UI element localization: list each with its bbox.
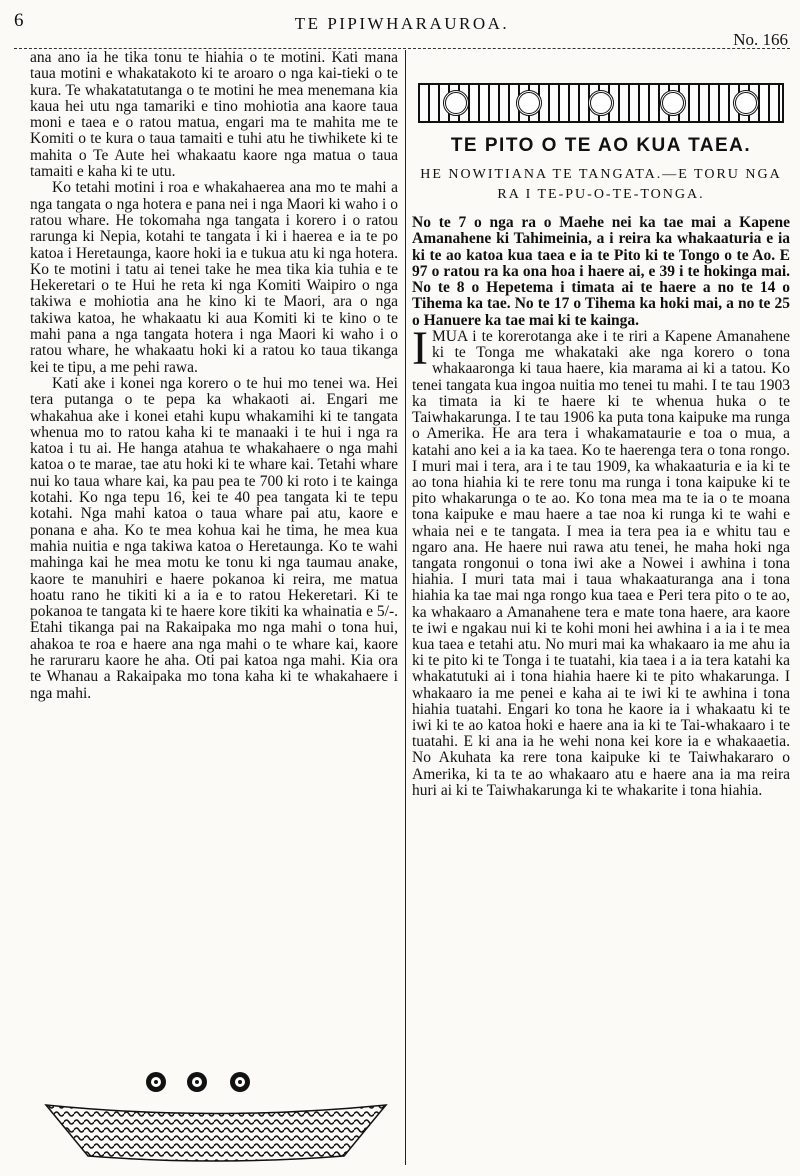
- article-body: [412, 322, 790, 799]
- article-body-text: MUA i te korerotanga ake i te riri a Kapene Amanahene ki te Tonga me whakataki ake nga korero o tona whakaaronga ki taua haere, kia marama ai ki a tatou. Ko tenei tangata kua ingoa nuitia mo tenei tu mahi. I te tau 1903 ka timata ia ki te haere ki te whenua huka o te Taiwhakarunga. I te tau 1906 ka puta tona kaipuke ma runga o Amerika. He ara tera i whakamataurie e toa o mua, a katahi ano kei a ia ka taea. Ko te haerenga tera o tona rongo. I muri mai i tera, ara i te tau 1909, ka whakaaturia e ia ki te ao tona hiahia ki te rere tonu ma runga i tona kaipuke ki te pito whakarunga o te ao. Ko tona mea ma te ia o te moana tona kaipuke e mau haere a tae noa ki runga ki te wahi e whaia nei e te tangata. I mea ia tera pea ia e whitu tau e ngaro ana. He haere nui rawa atu tenei, he maha hoki nga tangata rongonui o tona iwi ake a Nowei i awhina i tona hiahia. I muri tata mai i taua whakaaturanga ana i tona hiahia ka tae mai nga rongo kua taea e Peri tera pito o te ao, ka whakaaro a Amanahene tera e mate tona haere, ara kaore te iwi e ngakau nui ki te kohi moni hei awhina i a ia i te mea kua taea e tetahi atu. No muri mai ka whakaaro ia me ahu ia ki te pito ki te Tonga i te tuatahi, kia taea i a ia tera katahi ka whakatutuki ai i tona hiahia haere ki te pito whakarunga. I whakaaro ia me penei e kaha ai te iwi ki te awhina i tona hiahia tuatahi. Engari ko tona he kaore ia i whakaatu ki te iwi ki te ao katoa hoki e haere ana ia ki te Tai-whakaaro i te tuatahi. E ki ana ia he wehi nona kei kore ia e whakaaetia. No Akuhata ka rere tona kaipuke ki te Taiwhakararo o Amerika, ki ta te ao whakaaro atu e haere ana ia ma reira huri ai ki te Taiwhakarunga ki te whakarite i tona hiahia.: [412, 328, 790, 799]
- rosette-icon: [588, 90, 614, 116]
- ornamental-border-icon: [418, 83, 784, 123]
- issue-number: No. 166: [733, 30, 788, 49]
- rosette-icon: [660, 90, 686, 116]
- newspaper-title: TE PIPIWHARAUROA.: [294, 14, 510, 33]
- page-number: 6: [14, 10, 24, 31]
- article-title: TE PITO O TE AO KUA TAEA.: [450, 135, 752, 156]
- left-paragraph: Ko tetahi motini i roa e whakahaerea ana mo te mahi a nga tangata o nga hotera e pana nei i nga Maori ki waho i o ratou whare. He tokomaha nga tangata i korero i o ratou rarunga ki Nepia, kotahi te tangata i ki i haerea e ia te po katoa i Heretaunga, kaore hoki ia e tukua atu ki nga hotera. Ko te motini i tatu ai tenei take he mea tika kia tuhia e te Hekeretari o te Hui he reta ki nga Komiti Waipiro o nga takiwa e mohiotia ana he kino ki te Maori, ara o nga takiwa katoa, he whakaatu ki aua Komiti ki te kino o te mahi pana a nga tangata hotera i nga Maori ki waho i o ratou whare, he whakaatu hoki ki a ratou ko taua tikanga kei te tipu, a me pehi rawa.: [30, 179, 398, 376]
- left-column: [30, 50, 398, 702]
- drop-cap: I: [412, 322, 428, 376]
- rosette-icon: [443, 90, 469, 116]
- page-header: [14, 6, 790, 49]
- article-summary: No te 7 o nga ra o Maehe nei ka tae mai a Kapene Amanahene ki Tahimeinia, a i reira ka whakaaturia e ia ki te ao katoa kua taea e ia te Pito ki te Tongo o te Ao. E 97 o ratou ra ka ona hoa i haere ai, e 39 i te hokinga mai. No te 8 o Hepetema i timata ai te haere a no te 14 o Tihema ka tae. No te 17 o Tihema ka hoki mai, a no te 25 o Hanuere ka tae mai ki te kainga.: [412, 214, 790, 329]
- right-column: [412, 50, 790, 799]
- left-paragraph: Kati ake i konei nga korero o te hui mo tenei wa. Hei tera putanga o te pepa ka whakaoti ai. Engari me whakahua ake i konei etahi kupu whakamihi ki te tangata whenua mo to ratou kaha ki te manaaki i te hui i nga ra katoa i tu ai. He hanga atahua te whakahaere o nga mahi katoa o te marae, tae atu hoki ki te whare kai. Tetahi whare nui ko taua whare kai, ka pau pea te 700 ki roto i te kainga kotahi. Ko nga tepu 16, kei te 40 pea tangata ki te tepu kotahi. Nga mahi katoa o taua whare pai atu, kaore e ponana e aha. Ko te mea kohua kai he tima, he mea kua mahia nuitia e nga takiwa katoa o Heretaunga. Ko te wahi mahinga kai he mea motu ke tonu ki nga taumau anake, kaore te manuhiri e haere pokanoa ki reira, me matua hoatu rano he tikiti ki a ia e to ratou Hekeretari. Ki te pokanoa te tangata ki te haere kore tikiti ka whainatia e 5/-. Etahi tikanga pai na Rakaipaka mo nga mahi o tona hui, ahakoa te roa e haere ana nga mahi o te whare kai, kaore he raruraru kaore he aha. Oti pai katoa nga mahi. Kia ora te Whanau a Rakaipaka mo tona kaha ki te whakahaere i nga mahi.: [30, 374, 398, 702]
- article-subtitle: HE NOWITIANA TE TANGATA.—E TORU NGA RA I TE-PU-O-TE-TONGA.: [420, 167, 782, 202]
- rosette-icon: [733, 90, 759, 116]
- left-paragraph: ana ano ia he tika tonu te hiahia o te motini. Kati mana taua motini e whakatakoto ki te aroaro o nga kai-tieki o te kura. Te whakatatutanga o te motini he mea menemana kia kaua hei utu nga tamariki e tino mohiotia ana kaore taua moni e taea e o ratou matua, engari ma te mahita me te Komiti o te kura o taua tamaiti e tuhi atu he tiwhikete ki te mahita o Te Aute hei whakaatu kaore nga matua o taua tamaiti e kaha ki te utu.: [30, 49, 398, 181]
- flower-icon: [146, 1072, 250, 1092]
- column-divider: [405, 50, 406, 1165]
- decorative-ornament-icon: [44, 1070, 388, 1164]
- rosette-icon: [516, 90, 542, 116]
